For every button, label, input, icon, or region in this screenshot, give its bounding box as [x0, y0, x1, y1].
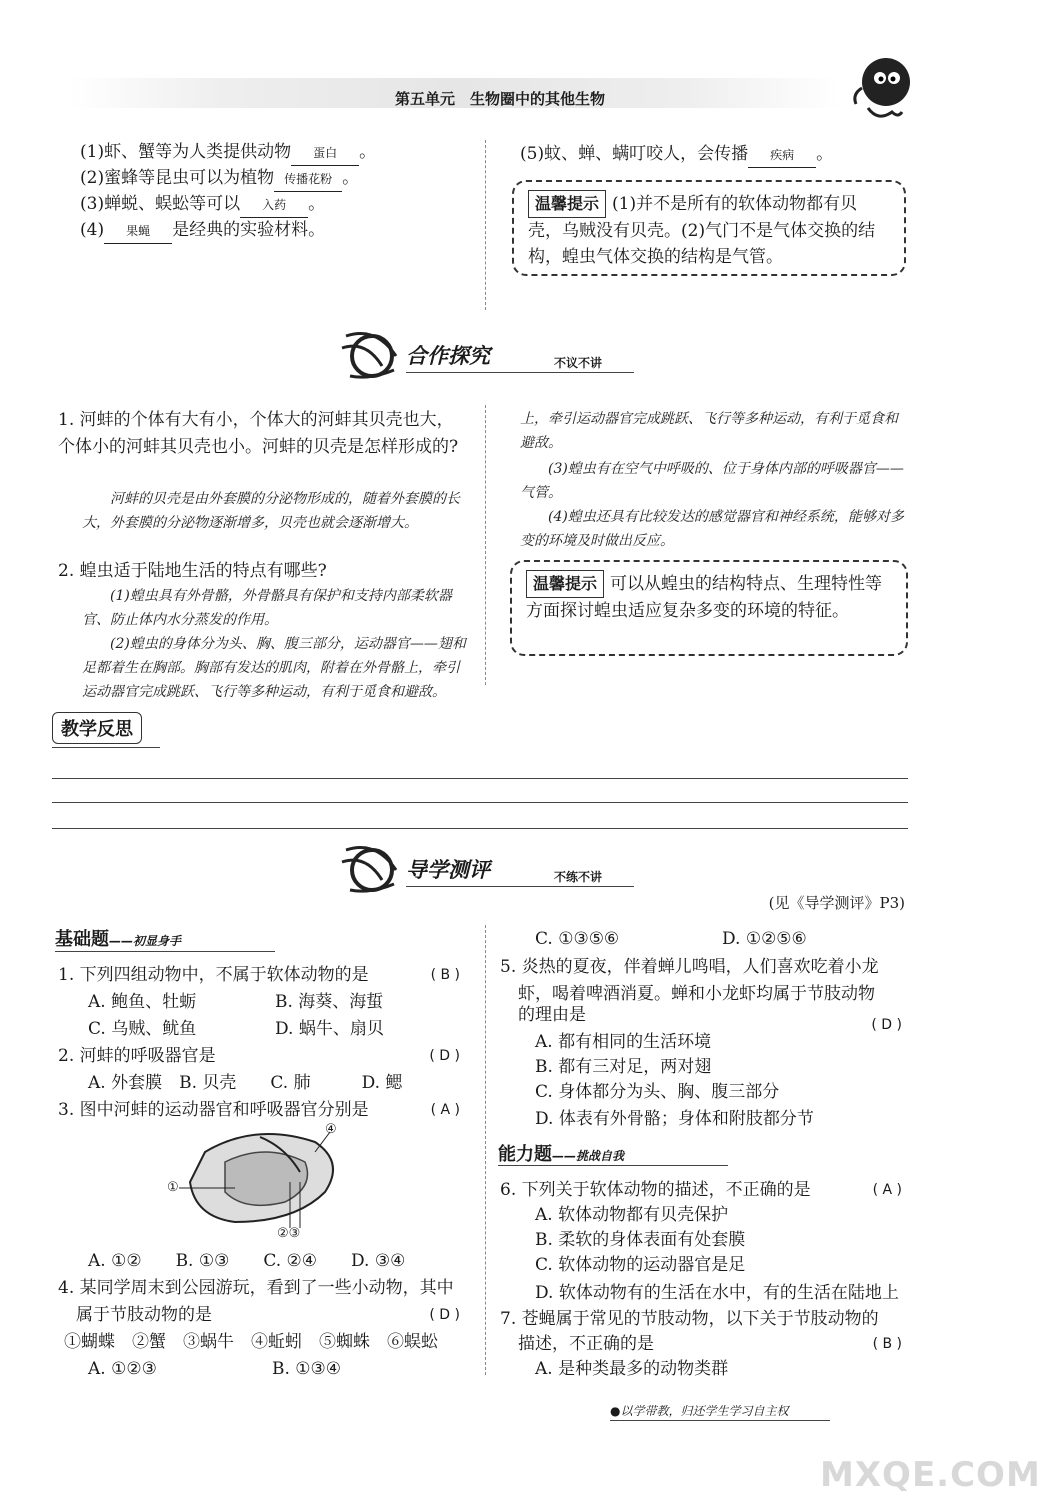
reflection-underline: [52, 747, 160, 748]
teaching-reflection-label: 教学反思: [52, 712, 142, 744]
fill-text: (3)蝉蜕、蜈蚣等可以: [80, 194, 241, 214]
tip-box-1: [512, 180, 906, 276]
mascot-icon: [848, 48, 918, 128]
coop-question-1: 1. 河蚌的个体有大有小，个体大的河蚌其贝壳也大，个体小的河蚌其贝壳也小。河蚌的贝壳是怎样形成的?: [58, 410, 459, 457]
q4-option-c[interactable]: C. ①③⑤⑥: [535, 929, 620, 949]
reflection-line-2[interactable]: [52, 802, 908, 803]
question-stem: 3. 图中河蚌的运动器官和呼吸器官分别是: [58, 1100, 369, 1120]
question-stem: 1. 下列四组动物中，不属于软体动物的是: [58, 965, 369, 985]
q4-items: ①蝴蝶 ②蟹 ③蜗牛 ④蚯蚓 ⑤蜘蛛 ⑥蜈蚣: [64, 1332, 438, 1352]
figure-label-4: ④: [325, 1122, 337, 1137]
swirl-icon: [336, 326, 406, 382]
basic-label: [55, 925, 181, 951]
ability-label: [498, 1140, 624, 1166]
q5-option-a[interactable]: A. 都有相同的生活环境: [535, 1032, 712, 1052]
question-5-line-1: 5. 炎热的夏夜，伴着蝉儿鸣唱，人们喜欢吃着小龙: [500, 957, 879, 977]
fill-line-1: [80, 140, 376, 166]
answer-mark: ( D ): [429, 1307, 460, 1323]
answer-mark: ( A ): [430, 1102, 460, 1118]
question-5-line-3: [500, 1002, 910, 1033]
fill-answer: 入药: [240, 193, 308, 218]
question-1: [58, 962, 468, 989]
section-subtitle: 不议不讲: [554, 356, 603, 370]
ability-underline: [498, 1165, 728, 1166]
coop-answer-2d: (4)蝗虫还具有比较发达的感觉器官和神经系统，能够对多变的环境及时做出反应。: [520, 509, 904, 549]
fill-text: 。: [342, 168, 360, 188]
answer-mark: ( D ): [429, 1048, 460, 1064]
section-header-eval: [336, 840, 636, 896]
fill-text: (5)蚊、蝉、螨叮咬人，会传播: [520, 144, 749, 164]
block-label: 能力题: [498, 1144, 552, 1165]
footer-underline: [610, 1420, 830, 1421]
swirl-icon: [336, 840, 406, 896]
question-7-line-1: 7. 苍蝇属于常见的节肢动物，以下关于节肢动物的: [500, 1309, 879, 1329]
tip-box-2: [510, 560, 908, 656]
fill-answer: 传播花粉: [274, 167, 342, 192]
coop-question-2: 2. 蝗虫适于陆地生活的特点有哪些?: [58, 561, 327, 581]
q4-option-d[interactable]: D. ①②⑤⑥: [722, 929, 807, 949]
fill-text: (4): [80, 220, 105, 240]
fill-text: 。: [308, 194, 326, 214]
section-title: 合作探究: [406, 344, 490, 368]
tip-text: (1)并不是所有的软体动物都有贝壳，乌贼没有贝壳。(2)气门不是气体交换的结构，蝗虫气体交换的结构是气管。: [528, 194, 876, 267]
tip-label: 温馨提示: [528, 190, 606, 218]
fill-line-4: [80, 218, 325, 244]
q1-option-c[interactable]: C. 乌贼、鱿鱼: [88, 1019, 197, 1039]
fill-answer: 疾病: [748, 143, 816, 168]
footer-slogan: ●以学带教，归还学生学习自主权: [610, 1404, 789, 1418]
answer-mark: ( B ): [430, 967, 460, 983]
unit-title: 第五单元 生物圈中的其他生物: [394, 90, 605, 108]
section-header-coop: [336, 326, 636, 382]
q6-option-d[interactable]: D. 软体动物有的生活在水中，有的生活在陆地上: [535, 1283, 899, 1303]
coop-answer-2c: (3)蝗虫有在空气中呼吸的、位于身体内部的呼吸器官——气管。: [520, 461, 904, 501]
q5-option-b[interactable]: B. 都有三对足，两对翅: [535, 1057, 712, 1077]
fill-line-5: [520, 142, 833, 168]
answer-mark: ( D ): [871, 1017, 902, 1033]
question-stem: 描述，不正确的是: [518, 1334, 654, 1354]
section-title: 导学测评: [406, 858, 490, 882]
q6-option-a[interactable]: A. 软体动物都有贝壳保护: [535, 1205, 729, 1225]
tip-text: 可以从蝗虫的结构特点、生理特性等方面探讨蝗虫适应复杂多变的环境的特征。: [526, 574, 883, 621]
coop-answer-1: 河蚌的贝壳是由外套膜的分泌物形成的，随着外套膜的长大，外套膜的分泌物逐渐增多，贝壳也就会逐渐增大。: [82, 491, 460, 531]
q4-option-b[interactable]: B. ①③④: [272, 1359, 342, 1379]
question-stem: 6. 下列关于软体动物的描述，不正确的是: [500, 1180, 811, 1200]
fill-text: (1)虾、蟹等为人类提供动物: [80, 142, 292, 162]
reflection-line-3[interactable]: [52, 828, 908, 829]
fill-text: 是经典的实验材料。: [172, 220, 326, 240]
section-underline: [406, 886, 634, 887]
block-sublabel: ——初显身手: [109, 934, 182, 948]
column-divider: [485, 925, 486, 1375]
coop-answer-2a: (1)蝗虫具有外骨骼，外骨骼具有保护和支持内部柔软器官、防止体内水分蒸发的作用。: [82, 588, 452, 628]
coop-answer-2b-cont: 上，牵引运动器官完成跳跃、飞行等多种运动，有利于觅食和避敌。: [520, 411, 898, 451]
q7-option-a[interactable]: A. 是种类最多的动物类群: [535, 1359, 729, 1379]
q5-option-d[interactable]: D. 体表有外骨骼；身体和附肢都分节: [535, 1109, 814, 1129]
question-4-line-2: [58, 1302, 468, 1329]
question-3: [58, 1097, 468, 1124]
fill-line-2: [80, 166, 359, 192]
q1-option-a[interactable]: A. 鲍鱼、牡蛎: [88, 992, 197, 1012]
basic-underline: [55, 951, 275, 952]
question-stem: 属于节肢动物的是: [76, 1305, 212, 1325]
figure-label-23: ②③: [277, 1226, 301, 1241]
answer-mark: ( B ): [872, 1336, 902, 1352]
fill-text: 。: [816, 144, 834, 164]
question-4-line-1: 4. 某同学周末到公园游玩，看到了一些小动物，其中: [58, 1278, 454, 1298]
question-6: [500, 1177, 910, 1204]
section-underline: [406, 372, 634, 373]
q5-option-c[interactable]: C. 身体都分为头、胸、腹三部分: [535, 1082, 780, 1102]
fill-line-3: [80, 192, 325, 218]
coop-answer-2b: (2)蝗虫的身体分为头、胸、腹三部分，运动器官——翅和足都着生在胸部。胸部有发达的肌肉，附着在外骨骼上，牵引运动器官完成跳跃、飞行等多种运动，有利于觅食和避敌。: [82, 636, 466, 700]
tip-label: 温馨提示: [526, 570, 604, 598]
block-sublabel: ——挑战自我: [552, 1149, 625, 1163]
question-7-line-2: [500, 1331, 910, 1358]
mussel-figure: [165, 1122, 355, 1242]
q4-option-a[interactable]: A. ①②③: [88, 1359, 157, 1379]
q1-option-d[interactable]: D. 蜗牛、扇贝: [275, 1019, 384, 1039]
watermark: MXQE.COM: [820, 1455, 1041, 1495]
reference-note: (见《导学测评》P3): [768, 894, 905, 912]
fill-answer: 蛋白: [291, 141, 359, 166]
question-2: [58, 1043, 468, 1070]
q6-option-b[interactable]: B. 柔软的身体表面有处套膜: [535, 1230, 746, 1250]
column-divider: [485, 140, 486, 310]
figure-label-1: ①: [167, 1180, 179, 1195]
answer-mark: ( A ): [872, 1182, 902, 1198]
question-stem: 2. 河蚌的呼吸器官是: [58, 1046, 216, 1066]
question-stem: 虾，喝着啤酒消夏。蝉和小龙虾均属于节肢动物: [518, 984, 875, 1004]
q3-options[interactable]: A. ①② B. ①③ C. ②④ D. ③④: [88, 1251, 406, 1271]
fill-text: 。: [359, 142, 377, 162]
q6-option-c[interactable]: C. 软体动物的运动器官是足: [535, 1255, 746, 1275]
block-label: 基础题: [55, 929, 109, 950]
q2-options[interactable]: A. 外套膜 B. 贝壳 C. 肺 D. 鳃: [88, 1073, 403, 1093]
q1-option-b[interactable]: B. 海葵、海蜇: [275, 992, 384, 1012]
question-stem: 的理由是: [518, 1005, 586, 1025]
fill-text: (2)蜜蜂等昆虫可以为植物: [80, 168, 275, 188]
section-subtitle: 不练不讲: [554, 870, 603, 884]
reflection-line-1[interactable]: [52, 778, 908, 779]
column-divider: [485, 405, 486, 685]
fill-answer: 果蝇: [104, 219, 172, 244]
